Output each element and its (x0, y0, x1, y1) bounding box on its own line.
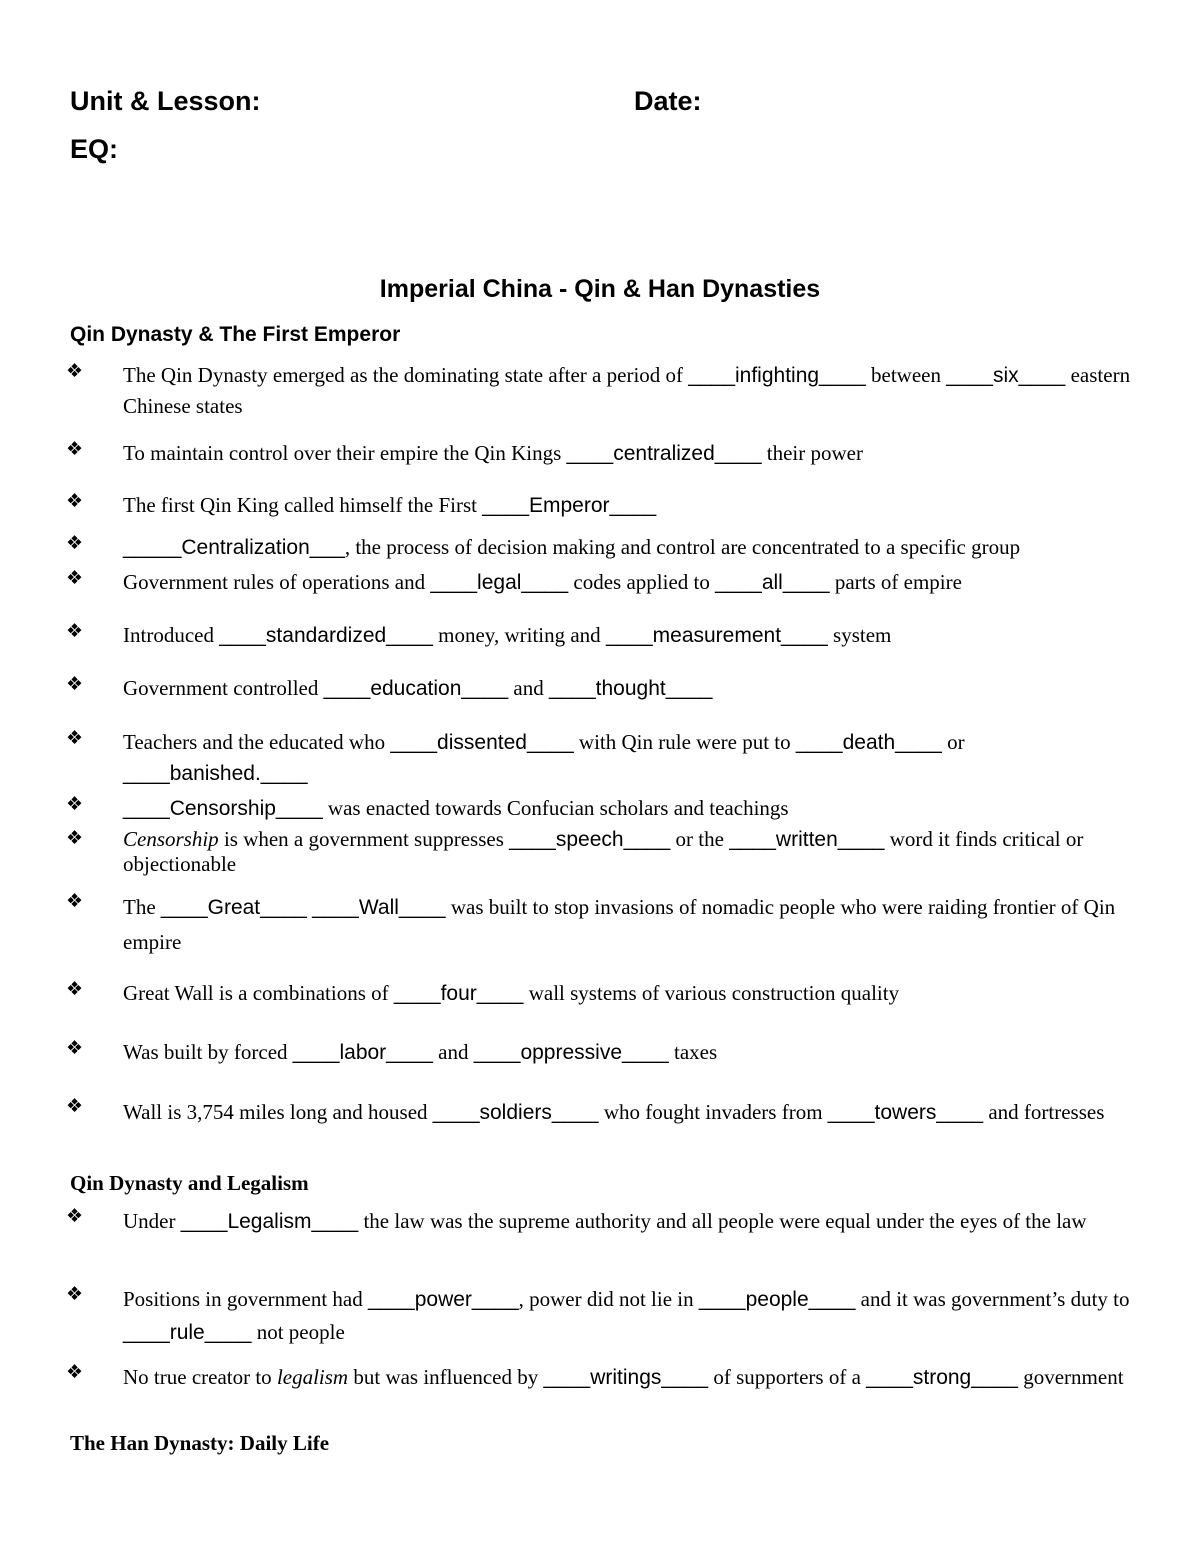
bullet-icon: ❖ (66, 1095, 84, 1117)
bullet-icon: ❖ (66, 673, 84, 695)
answer-blank: ____dissented____ (390, 731, 574, 754)
list-item (66, 1283, 1146, 1349)
text-run: money, writing and (432, 623, 606, 647)
text-run: Wall is 3,754 miles long and housed (123, 1100, 433, 1124)
answer-blank: ____thought____ (548, 677, 713, 700)
answer-blank: ____power____ (368, 1288, 519, 1311)
answer-blank: ____strong____ (866, 1366, 1018, 1389)
text-run: Teachers and the educated who (123, 730, 391, 754)
text-run: not people (251, 1320, 345, 1344)
text-run: is when a government suppresses (218, 827, 510, 851)
text-run: and (508, 676, 549, 700)
text-run: taxes (668, 1040, 718, 1064)
text-run: between (865, 363, 947, 387)
text-run: No true creator to (123, 1365, 277, 1389)
text-run: , power did not lie in (518, 1287, 699, 1311)
list-item-text (123, 532, 1146, 563)
answer-blank: ____speech____ (509, 828, 671, 851)
text-run: system (827, 623, 892, 647)
answer-blank: ____rule____ (123, 1321, 252, 1344)
text-run: parts of empire (829, 570, 962, 594)
bullet-icon: ❖ (66, 490, 84, 512)
list-item-text (123, 1205, 1146, 1238)
text-run: and fortresses (983, 1100, 1105, 1124)
text-run: Under (123, 1209, 181, 1233)
answer-blank: ____infighting____ (688, 364, 866, 387)
bullet-icon: ❖ (66, 1205, 84, 1227)
answer-blank: ____banished.____ (123, 762, 308, 785)
text-run: Positions in government had (123, 1287, 368, 1311)
answer-blank: ____Legalism____ (180, 1210, 359, 1233)
answer-blank: ____Emperor____ (482, 494, 657, 517)
date-label: Date: (634, 86, 702, 116)
list-item-text (123, 978, 1146, 1009)
text-run: Great Wall is a combinations of (123, 981, 394, 1005)
text-run: and it was government’s duty to (855, 1287, 1130, 1311)
text-run: and (432, 1040, 474, 1064)
text-run: was enacted towards Confucian scholars and teachings (322, 796, 789, 820)
bullet-icon: ❖ (66, 1361, 84, 1383)
section-heading-han-daily-life: The Han Dynasty: Daily Life (70, 1431, 330, 1455)
page-title: Imperial China - Qin & Han Dynasties (379, 275, 821, 303)
list-item-text (123, 360, 1146, 422)
text-run: Government rules of operations and (123, 570, 431, 594)
list-item (66, 438, 1146, 469)
bullet-icon: ❖ (66, 1037, 84, 1059)
list-item (66, 1037, 1146, 1068)
list-item (66, 978, 1146, 1009)
text-run: but was influenced by (348, 1365, 544, 1389)
list-item (66, 1205, 1146, 1238)
answer-blank: ____six____ (946, 364, 1066, 387)
bullet-icon: ❖ (66, 793, 84, 815)
italic-term: legalism (276, 1365, 349, 1389)
answer-blank: ____education____ (323, 677, 509, 700)
answer-blank: _____Centralization___ (123, 536, 345, 559)
italic-term: Censorship (123, 827, 219, 851)
list-item (66, 532, 1146, 563)
text-run: with Qin rule were put to (573, 730, 796, 754)
list-item (66, 1361, 1146, 1394)
answer-blank: ____oppressive____ (473, 1041, 669, 1064)
list-item (66, 1095, 1146, 1130)
list-item-text (123, 620, 1146, 651)
list-item-text (123, 1361, 1146, 1394)
answer-blank: ____writings____ (543, 1366, 709, 1389)
list-item (66, 827, 1146, 877)
list-item (66, 673, 1146, 704)
bullet-icon: ❖ (66, 727, 84, 749)
list-item (66, 793, 1146, 824)
list-item-text (123, 793, 1146, 824)
answer-blank: ____Wall____ (312, 896, 446, 919)
text-run: wall systems of various construction quality (523, 981, 900, 1005)
bullet-icon: ❖ (66, 360, 84, 382)
bullet-icon: ❖ (66, 567, 84, 589)
answer-blank: ____all____ (715, 571, 830, 594)
list-item-text (123, 890, 1146, 960)
answer-blank: ____Great____ (160, 896, 307, 919)
list-item-text (123, 727, 1146, 789)
text-run: Was built by forced (123, 1040, 293, 1064)
text-run: codes applied to (568, 570, 716, 594)
text-run: word it finds critical or objectionable (123, 827, 1084, 876)
text-run: was built to stop invasions of nomadic people who were raiding frontier of Qin empire (123, 895, 1116, 954)
answer-blank: ____standardized____ (219, 624, 433, 647)
list-item (66, 727, 1146, 789)
answer-blank: ____people____ (698, 1288, 856, 1311)
text-run: or the (670, 827, 730, 851)
list-item-text (123, 1283, 1146, 1349)
text-run: of supporters of a (708, 1365, 867, 1389)
list-item-text (123, 1095, 1146, 1130)
list-item (66, 360, 1146, 422)
answer-blank: ____four____ (393, 982, 524, 1005)
answer-blank: ____Censorship____ (123, 797, 323, 820)
answer-blank: ____centralized____ (566, 442, 762, 465)
list-item-text (123, 827, 1146, 877)
text-run: government (1017, 1365, 1124, 1389)
answer-blank: ____written____ (729, 828, 885, 851)
answer-blank: ____labor____ (292, 1041, 433, 1064)
text-run: their power (761, 441, 863, 465)
list-item-text (123, 438, 1146, 469)
text-run: or (941, 730, 965, 754)
list-item (66, 490, 1146, 521)
text-run: who fought invaders from (598, 1100, 828, 1124)
answer-blank: ____death____ (795, 731, 942, 754)
bullet-icon: ❖ (66, 532, 84, 554)
eq-label: EQ: (70, 134, 119, 164)
text-run: To maintain control over their empire the Qin Kings (123, 441, 567, 465)
bullet-icon: ❖ (66, 1283, 84, 1305)
text-run: , the process of decision making and control are concentrated to a specific group (344, 535, 1021, 559)
list-item-text (123, 1037, 1146, 1068)
bullet-icon: ❖ (66, 438, 84, 460)
text-run: eastern Chinese states (123, 363, 1131, 418)
list-item (66, 567, 1146, 598)
section-heading-qin-emperor: Qin Dynasty & The First Emperor (70, 323, 401, 346)
text-run: Government controlled (123, 676, 324, 700)
list-item-text (123, 567, 1146, 598)
section-heading-qin-legalism: Qin Dynasty and Legalism (70, 1171, 309, 1195)
text-run: The (123, 895, 161, 919)
text-run: the law was the supreme authority and all people were equal under the eyes of the law (358, 1209, 1087, 1233)
list-item-text (123, 673, 1146, 704)
text-run: The Qin Dynasty emerged as the dominating state after a period of (123, 363, 689, 387)
list-item-text (123, 490, 1146, 521)
answer-blank: ____measurement____ (605, 624, 828, 647)
text-run: The first Qin King called himself the First (123, 493, 483, 517)
bullet-icon: ❖ (66, 978, 84, 1000)
list-item (66, 890, 1146, 960)
bullet-icon: ❖ (66, 620, 84, 642)
text-run: Introduced (123, 623, 220, 647)
answer-blank: ____soldiers____ (432, 1101, 599, 1124)
answer-blank: ____legal____ (430, 571, 569, 594)
bullet-icon: ❖ (66, 827, 84, 849)
unit-lesson-label: Unit & Lesson: (70, 86, 261, 116)
list-item (66, 620, 1146, 651)
answer-blank: ____towers____ (827, 1101, 984, 1124)
bullet-icon: ❖ (66, 890, 84, 912)
